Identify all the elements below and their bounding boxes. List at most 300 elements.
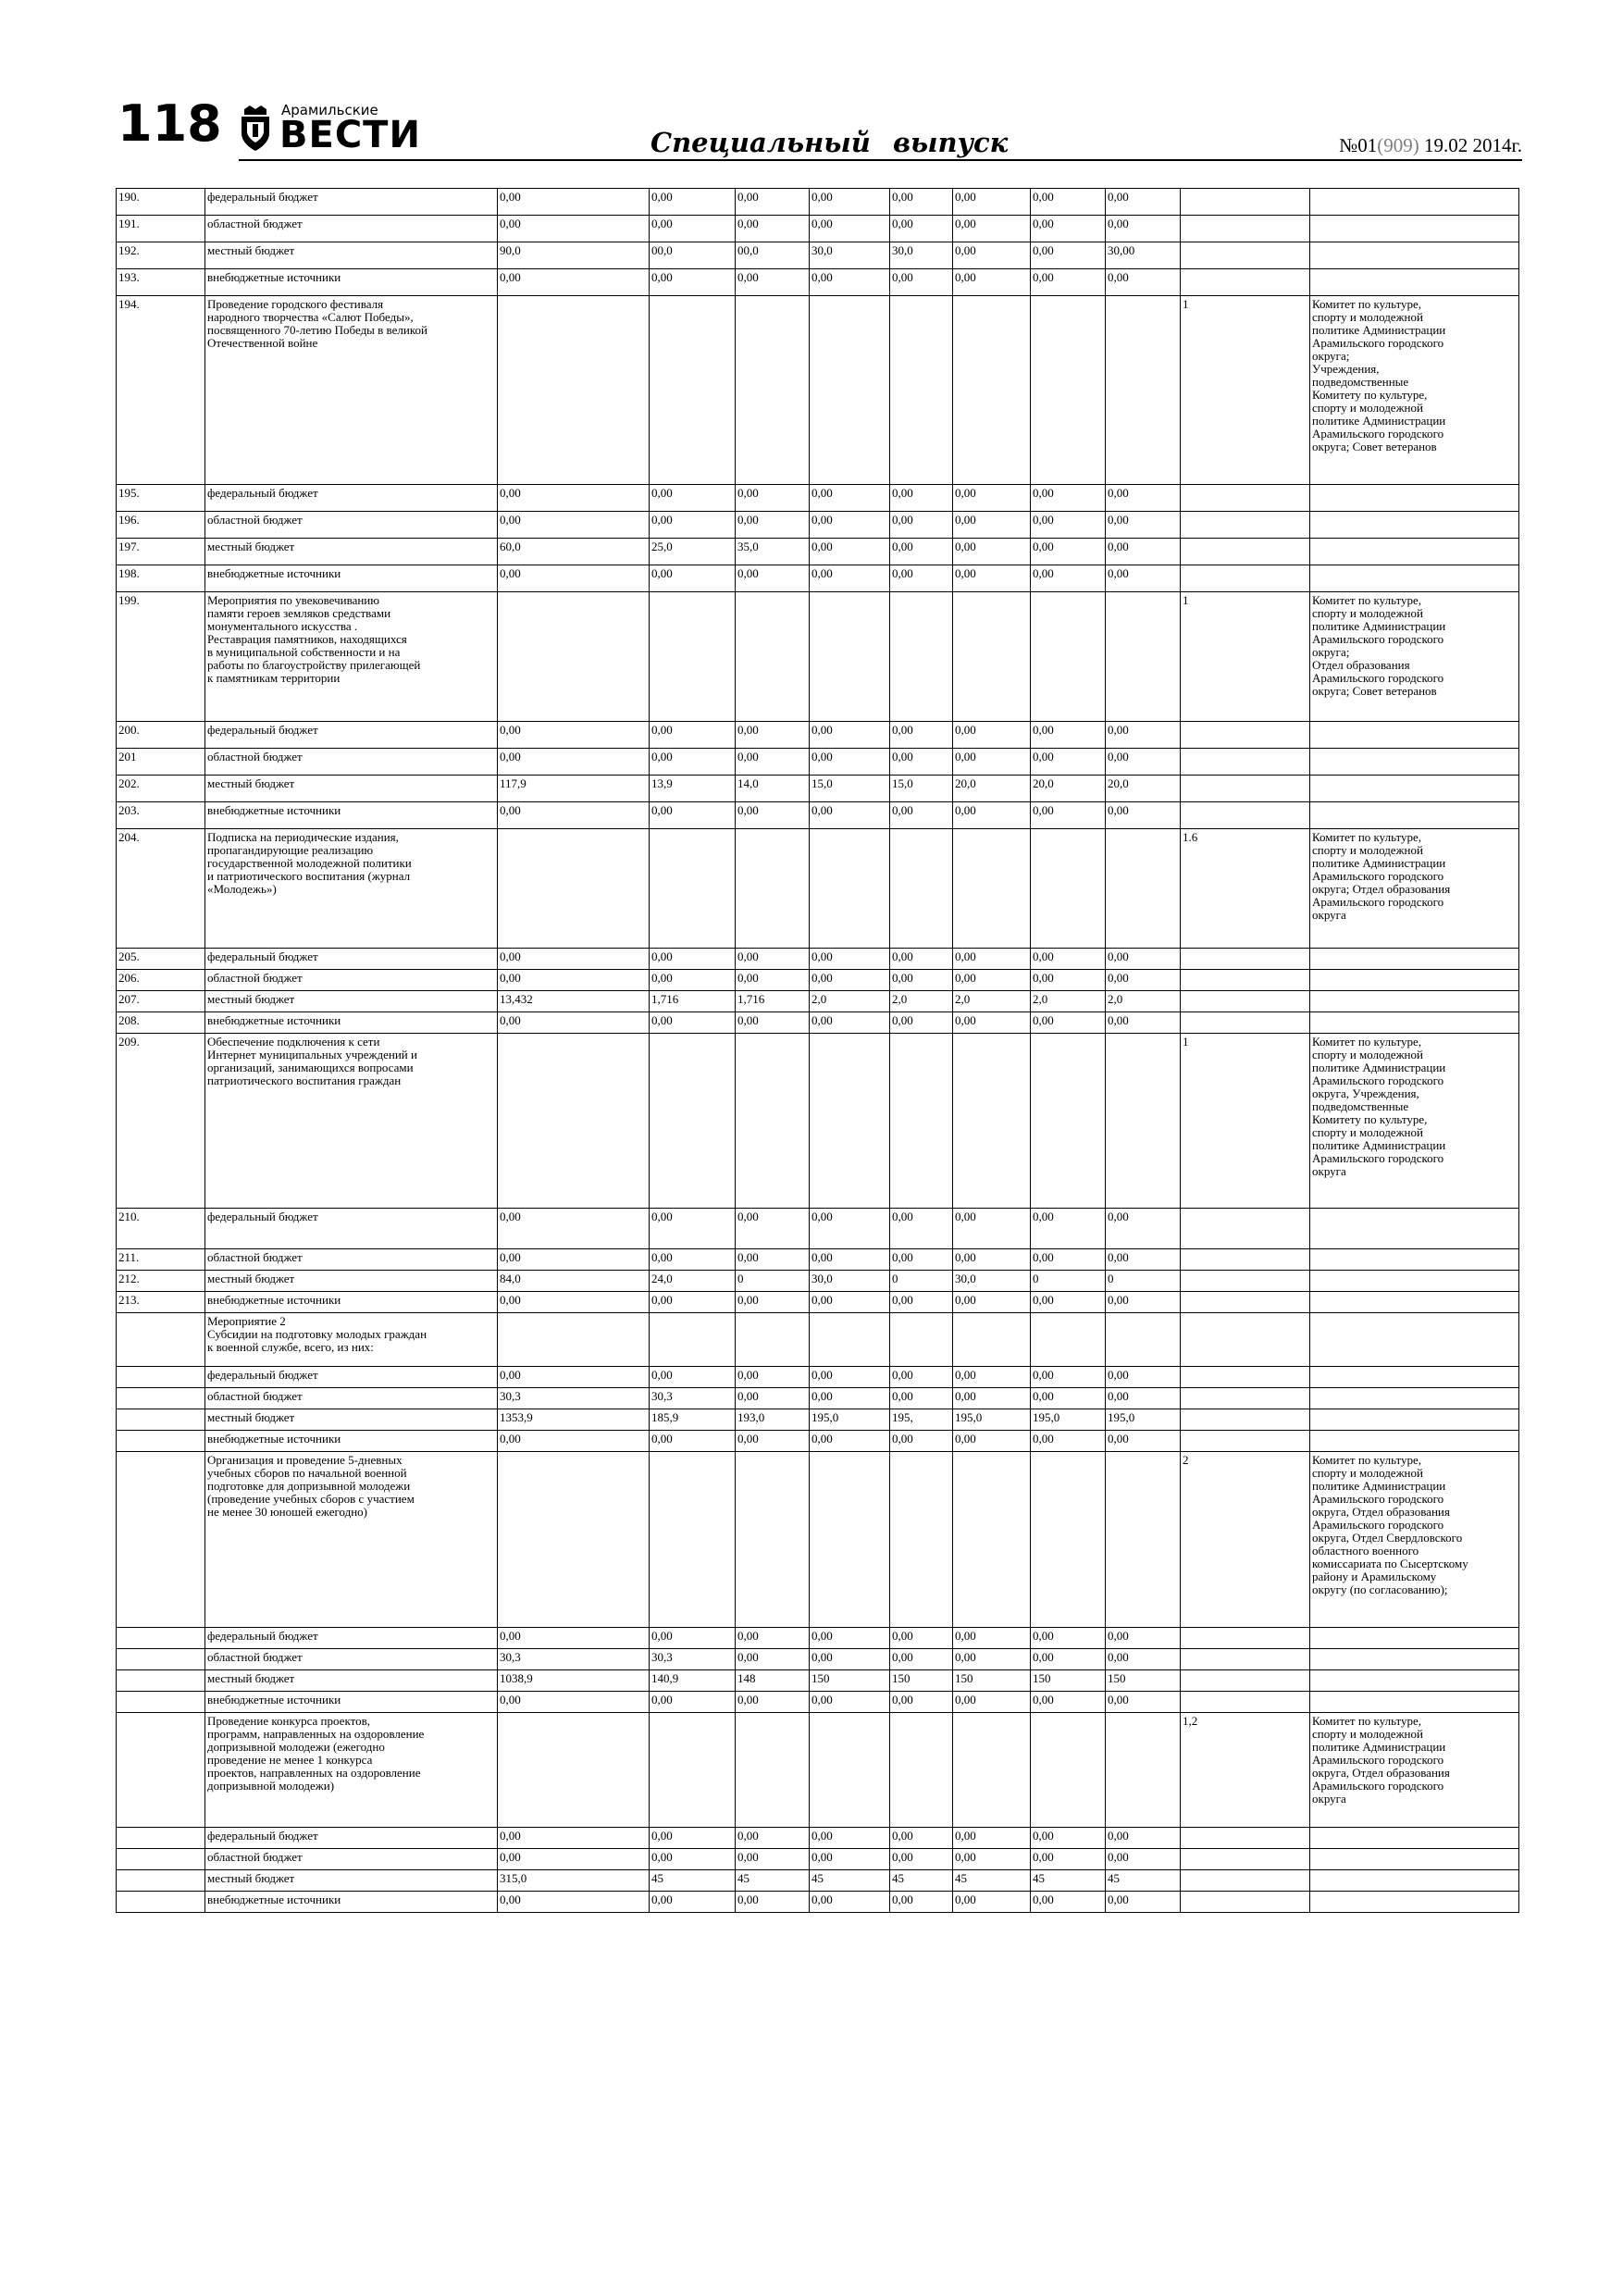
table-row xyxy=(117,1249,1519,1271)
year-2017-cell: 0,00 xyxy=(890,1649,953,1670)
year-2016-cell: 0,00 xyxy=(810,269,890,296)
year-2015-cell: 0,00 xyxy=(736,1628,810,1649)
year-2017-cell: 0,00 xyxy=(890,1012,953,1034)
year-2020-cell: 0,00 xyxy=(1106,1367,1181,1388)
year-2017-cell: 0,00 xyxy=(890,189,953,216)
year-2015-cell: 0,00 xyxy=(736,949,810,970)
year-2014-cell: 45 xyxy=(650,1870,736,1892)
target-link-cell xyxy=(1181,1849,1310,1870)
row-number-cell: 197. xyxy=(117,539,205,565)
year-2015-cell: 45 xyxy=(736,1870,810,1892)
year-2016-cell: 2,0 xyxy=(810,991,890,1012)
executor-cell xyxy=(1310,539,1519,565)
target-link-cell: 1.6 xyxy=(1181,829,1310,949)
table-row xyxy=(117,485,1519,512)
table-row xyxy=(117,1388,1519,1409)
row-number-cell: 204. xyxy=(117,829,205,949)
table-row xyxy=(117,970,1519,991)
target-link-cell xyxy=(1181,949,1310,970)
year-2020-cell: 0,00 xyxy=(1106,1388,1181,1409)
year-2017-cell: 0,00 xyxy=(890,749,953,776)
year-2019-cell: 0,00 xyxy=(1031,949,1106,970)
coat-of-arms-icon xyxy=(239,105,272,152)
executor-cell xyxy=(1310,1409,1519,1431)
year-2018-cell: 20,0 xyxy=(953,776,1031,802)
year-2018-cell xyxy=(953,592,1031,722)
year-2020-cell xyxy=(1106,829,1181,949)
description-cell: федеральный бюджет xyxy=(205,1628,498,1649)
year-2016-cell: 0,00 xyxy=(810,565,890,592)
row-number-cell: 211. xyxy=(117,1249,205,1271)
year-2016-cell: 0,00 xyxy=(810,189,890,216)
executor-cell: Комитет по культуре, спорту и молодежной политике Администрации Арамильского городского округа, Учреждения, подведомственные Комитету по культуре, спорту и молодежной политике Администрации Арамильского городского округа xyxy=(1310,1034,1519,1209)
year-2014-cell: 0,00 xyxy=(650,1692,736,1713)
description-cell: местный бюджет xyxy=(205,991,498,1012)
year-2020-cell: 0,00 xyxy=(1106,1628,1181,1649)
executor-cell: Комитет по культуре, спорту и молодежной политике Администрации Арамильского городского округа, Отдел образования Арамильского городского округа xyxy=(1310,1713,1519,1828)
year-2014-cell xyxy=(650,829,736,949)
year-2017-cell: 0,00 xyxy=(890,485,953,512)
description-cell: внебюджетные источники xyxy=(205,269,498,296)
executor-cell xyxy=(1310,512,1519,539)
year-2017-cell: 0,00 xyxy=(890,1628,953,1649)
year-2018-cell xyxy=(953,1034,1031,1209)
year-2017-cell: 150 xyxy=(890,1670,953,1692)
target-link-cell: 1 xyxy=(1181,1034,1310,1209)
total-cell xyxy=(498,1713,650,1828)
year-2016-cell: 0,00 xyxy=(810,1431,890,1452)
year-2019-cell: 195,0 xyxy=(1031,1409,1106,1431)
year-2018-cell: 30,0 xyxy=(953,1271,1031,1292)
target-link-cell xyxy=(1181,776,1310,802)
year-2020-cell xyxy=(1106,1034,1181,1209)
year-2015-cell: 0,00 xyxy=(736,1012,810,1034)
executor-cell xyxy=(1310,565,1519,592)
year-2017-cell: 0,00 xyxy=(890,949,953,970)
description-cell: областной бюджет xyxy=(205,1388,498,1409)
executor-cell xyxy=(1310,970,1519,991)
description-cell: областной бюджет xyxy=(205,1849,498,1870)
year-2016-cell: 0,00 xyxy=(810,1249,890,1271)
year-2020-cell: 0,00 xyxy=(1106,1249,1181,1271)
year-2017-cell: 0,00 xyxy=(890,1249,953,1271)
table-row xyxy=(117,189,1519,216)
target-link-cell xyxy=(1181,1012,1310,1034)
year-2014-cell: 0,00 xyxy=(650,565,736,592)
year-2016-cell: 0,00 xyxy=(810,1388,890,1409)
year-2015-cell: 0,00 xyxy=(736,970,810,991)
year-2020-cell: 0,00 xyxy=(1106,216,1181,242)
description-cell: Подписка на периодические издания, пропагандирующие реализацию государственной молодежной политики и патриотического воспитания (журнал «Молодежь») xyxy=(205,829,498,949)
header-rule xyxy=(239,159,1522,161)
total-cell: 0,00 xyxy=(498,485,650,512)
table-row xyxy=(117,1452,1519,1628)
year-2018-cell: 0,00 xyxy=(953,1012,1031,1034)
year-2015-cell: 0 xyxy=(736,1271,810,1292)
year-2020-cell: 0,00 xyxy=(1106,539,1181,565)
total-cell: 84,0 xyxy=(498,1271,650,1292)
executor-cell xyxy=(1310,1670,1519,1692)
row-number-cell xyxy=(117,1692,205,1713)
total-cell: 0,00 xyxy=(498,1209,650,1249)
year-2017-cell: 0,00 xyxy=(890,1849,953,1870)
description-cell: внебюджетные источники xyxy=(205,1012,498,1034)
year-2019-cell: 0,00 xyxy=(1031,1892,1106,1913)
year-2016-cell: 15,0 xyxy=(810,776,890,802)
row-number-cell: 207. xyxy=(117,991,205,1012)
description-cell: областной бюджет xyxy=(205,749,498,776)
year-2018-cell: 0,00 xyxy=(953,1692,1031,1713)
year-2019-cell: 0,00 xyxy=(1031,1649,1106,1670)
year-2014-cell xyxy=(650,1313,736,1367)
year-2019-cell: 0,00 xyxy=(1031,216,1106,242)
total-cell: 30,3 xyxy=(498,1649,650,1670)
year-2017-cell: 0,00 xyxy=(890,802,953,829)
target-link-cell: 1,2 xyxy=(1181,1713,1310,1828)
target-link-cell xyxy=(1181,1409,1310,1431)
year-2016-cell: 195,0 xyxy=(810,1409,890,1431)
year-2016-cell: 0,00 xyxy=(810,1849,890,1870)
year-2019-cell: 0,00 xyxy=(1031,1367,1106,1388)
year-2019-cell: 0,00 xyxy=(1031,722,1106,749)
year-2014-cell: 0,00 xyxy=(650,189,736,216)
year-2016-cell: 0,00 xyxy=(810,216,890,242)
table-row xyxy=(117,1034,1519,1209)
target-link-cell xyxy=(1181,1292,1310,1313)
total-cell xyxy=(498,296,650,485)
year-2016-cell: 0,00 xyxy=(810,1292,890,1313)
year-2019-cell xyxy=(1031,829,1106,949)
target-link-cell xyxy=(1181,1628,1310,1649)
logo-top-text: Арамильские xyxy=(281,102,378,118)
target-link-cell xyxy=(1181,1692,1310,1713)
executor-cell xyxy=(1310,1431,1519,1452)
year-2015-cell: 14,0 xyxy=(736,776,810,802)
year-2019-cell: 0,00 xyxy=(1031,1209,1106,1249)
year-2014-cell: 00,0 xyxy=(650,242,736,269)
target-link-cell xyxy=(1181,216,1310,242)
year-2018-cell: 0,00 xyxy=(953,565,1031,592)
year-2015-cell xyxy=(736,592,810,722)
total-cell: 0,00 xyxy=(498,1692,650,1713)
logo-main-text: ВЕСТИ xyxy=(279,114,421,156)
target-link-cell xyxy=(1181,1431,1310,1452)
year-2018-cell xyxy=(953,296,1031,485)
executor-cell xyxy=(1310,1828,1519,1849)
executor-cell xyxy=(1310,722,1519,749)
year-2017-cell: 0,00 xyxy=(890,1367,953,1388)
row-number-cell: 209. xyxy=(117,1034,205,1209)
table-row xyxy=(117,296,1519,485)
year-2019-cell: 0,00 xyxy=(1031,802,1106,829)
total-cell: 1353,9 xyxy=(498,1409,650,1431)
year-2015-cell: 0,00 xyxy=(736,802,810,829)
year-2020-cell: 0,00 xyxy=(1106,1649,1181,1670)
year-2018-cell: 0,00 xyxy=(953,485,1031,512)
year-2017-cell xyxy=(890,296,953,485)
row-number-cell: 193. xyxy=(117,269,205,296)
year-2019-cell: 0,00 xyxy=(1031,1431,1106,1452)
executor-cell xyxy=(1310,1012,1519,1034)
year-2016-cell xyxy=(810,592,890,722)
year-2015-cell xyxy=(736,829,810,949)
year-2016-cell: 0,00 xyxy=(810,749,890,776)
issue-info xyxy=(1339,133,1522,157)
executor-cell: Комитет по культуре, спорту и молодежной политике Администрации Арамильского городского округа, Отдел образования Арамильского городского округа, Отдел Свердловского областного военного комиссариата по Сысертскому району и Арамильскому округу (по согласованию); xyxy=(1310,1452,1519,1628)
year-2014-cell: 0,00 xyxy=(650,1431,736,1452)
description-cell: местный бюджет xyxy=(205,539,498,565)
table-row xyxy=(117,776,1519,802)
year-2020-cell: 0 xyxy=(1106,1271,1181,1292)
newspaper-logo xyxy=(239,100,424,155)
year-2020-cell xyxy=(1106,592,1181,722)
table-row xyxy=(117,1313,1519,1367)
year-2014-cell: 1,716 xyxy=(650,991,736,1012)
year-2014-cell xyxy=(650,592,736,722)
year-2015-cell xyxy=(736,1313,810,1367)
target-link-cell xyxy=(1181,1271,1310,1292)
row-number-cell: 201 xyxy=(117,749,205,776)
row-number-cell xyxy=(117,1713,205,1828)
year-2014-cell: 13,9 xyxy=(650,776,736,802)
row-number-cell xyxy=(117,1828,205,1849)
executor-cell xyxy=(1310,949,1519,970)
total-cell: 0,00 xyxy=(498,1431,650,1452)
description-cell: внебюджетные источники xyxy=(205,1892,498,1913)
year-2019-cell: 0,00 xyxy=(1031,242,1106,269)
year-2017-cell: 2,0 xyxy=(890,991,953,1012)
description-cell: Обеспечение подключения к сети Интернет муниципальных учреждений и организаций, занимающихся вопросами патриотического воспитания граждан xyxy=(205,1034,498,1209)
year-2016-cell: 45 xyxy=(810,1870,890,1892)
year-2018-cell: 0,00 xyxy=(953,1367,1031,1388)
year-2020-cell: 0,00 xyxy=(1106,1431,1181,1452)
table-row xyxy=(117,722,1519,749)
year-2014-cell: 0,00 xyxy=(650,802,736,829)
year-2020-cell: 0,00 xyxy=(1106,269,1181,296)
target-link-cell xyxy=(1181,1313,1310,1367)
table-row xyxy=(117,1849,1519,1870)
executor-cell xyxy=(1310,1249,1519,1271)
target-link-cell xyxy=(1181,189,1310,216)
year-2018-cell: 0,00 xyxy=(953,970,1031,991)
year-2014-cell: 0,00 xyxy=(650,512,736,539)
page-header xyxy=(116,93,1522,165)
year-2019-cell: 2,0 xyxy=(1031,991,1106,1012)
page-number: 118 xyxy=(118,94,222,153)
table-row xyxy=(117,565,1519,592)
table-row xyxy=(117,1209,1519,1249)
description-cell: областной бюджет xyxy=(205,1649,498,1670)
year-2020-cell: 0,00 xyxy=(1106,1828,1181,1849)
year-2017-cell: 0 xyxy=(890,1271,953,1292)
total-cell xyxy=(498,592,650,722)
year-2017-cell xyxy=(890,1034,953,1209)
target-link-cell xyxy=(1181,1892,1310,1913)
executor-cell xyxy=(1310,485,1519,512)
year-2020-cell: 30,00 xyxy=(1106,242,1181,269)
year-2017-cell: 0,00 xyxy=(890,1892,953,1913)
year-2020-cell: 0,00 xyxy=(1106,565,1181,592)
table-row xyxy=(117,269,1519,296)
issue-prefix: №01 xyxy=(1339,134,1378,156)
year-2016-cell: 0,00 xyxy=(810,1892,890,1913)
year-2014-cell: 25,0 xyxy=(650,539,736,565)
executor-cell xyxy=(1310,269,1519,296)
total-cell: 0,00 xyxy=(498,1367,650,1388)
year-2019-cell: 0 xyxy=(1031,1271,1106,1292)
year-2015-cell: 0,00 xyxy=(736,565,810,592)
year-2017-cell xyxy=(890,1313,953,1367)
table-row xyxy=(117,1870,1519,1892)
table-row xyxy=(117,512,1519,539)
total-cell: 30,3 xyxy=(498,1388,650,1409)
year-2015-cell xyxy=(736,1713,810,1828)
year-2018-cell xyxy=(953,1713,1031,1828)
target-link-cell xyxy=(1181,749,1310,776)
year-2015-cell: 0,00 xyxy=(736,1692,810,1713)
year-2014-cell: 0,00 xyxy=(650,1012,736,1034)
total-cell: 0,00 xyxy=(498,1012,650,1034)
target-link-cell xyxy=(1181,1870,1310,1892)
description-cell: федеральный бюджет xyxy=(205,1209,498,1249)
total-cell: 0,00 xyxy=(498,1849,650,1870)
total-cell: 117,9 xyxy=(498,776,650,802)
year-2018-cell: 0,00 xyxy=(953,1628,1031,1649)
description-cell: местный бюджет xyxy=(205,1271,498,1292)
row-number-cell: 205. xyxy=(117,949,205,970)
year-2020-cell: 150 xyxy=(1106,1670,1181,1692)
year-2015-cell: 0,00 xyxy=(736,722,810,749)
description-cell: областной бюджет xyxy=(205,512,498,539)
description-cell: внебюджетные источники xyxy=(205,1692,498,1713)
year-2017-cell: 0,00 xyxy=(890,1828,953,1849)
year-2020-cell: 0,00 xyxy=(1106,1012,1181,1034)
year-2019-cell: 0,00 xyxy=(1031,269,1106,296)
year-2017-cell: 0,00 xyxy=(890,216,953,242)
row-number-cell: 210. xyxy=(117,1209,205,1249)
year-2019-cell: 0,00 xyxy=(1031,1292,1106,1313)
year-2014-cell: 0,00 xyxy=(650,1249,736,1271)
row-number-cell xyxy=(117,1628,205,1649)
year-2018-cell: 0,00 xyxy=(953,539,1031,565)
year-2019-cell xyxy=(1031,1034,1106,1209)
year-2018-cell: 0,00 xyxy=(953,1892,1031,1913)
executor-cell xyxy=(1310,1271,1519,1292)
year-2018-cell: 0,00 xyxy=(953,1209,1031,1249)
year-2018-cell xyxy=(953,1452,1031,1628)
table-row xyxy=(117,802,1519,829)
executor-cell xyxy=(1310,216,1519,242)
year-2018-cell: 0,00 xyxy=(953,512,1031,539)
total-cell: 0,00 xyxy=(498,749,650,776)
row-number-cell: 191. xyxy=(117,216,205,242)
year-2019-cell xyxy=(1031,1452,1106,1628)
total-cell: 0,00 xyxy=(498,216,650,242)
description-cell: областной бюджет xyxy=(205,216,498,242)
year-2019-cell: 0,00 xyxy=(1031,1849,1106,1870)
row-number-cell: 194. xyxy=(117,296,205,485)
description-cell: федеральный бюджет xyxy=(205,189,498,216)
year-2015-cell: 0,00 xyxy=(736,485,810,512)
total-cell: 0,00 xyxy=(498,189,650,216)
executor-cell: Комитет по культуре, спорту и молодежной политике Администрации Арамильского городского округа; Учреждения, подведомственные Комитету по культуре, спорту и молодежной политике Администрации Арамильского городского округа; Совет ветеранов xyxy=(1310,296,1519,485)
row-number-cell: 203. xyxy=(117,802,205,829)
year-2020-cell: 0,00 xyxy=(1106,189,1181,216)
year-2017-cell: 195, xyxy=(890,1409,953,1431)
target-link-cell xyxy=(1181,1649,1310,1670)
year-2020-cell: 2,0 xyxy=(1106,991,1181,1012)
year-2019-cell: 150 xyxy=(1031,1670,1106,1692)
target-link-cell: 1 xyxy=(1181,592,1310,722)
row-number-cell: 199. xyxy=(117,592,205,722)
total-cell: 0,00 xyxy=(498,802,650,829)
total-cell xyxy=(498,1313,650,1367)
row-number-cell: 200. xyxy=(117,722,205,749)
year-2018-cell: 0,00 xyxy=(953,802,1031,829)
year-2017-cell: 0,00 xyxy=(890,565,953,592)
table-row xyxy=(117,829,1519,949)
year-2019-cell: 0,00 xyxy=(1031,1628,1106,1649)
year-2015-cell: 1,716 xyxy=(736,991,810,1012)
total-cell: 13,432 xyxy=(498,991,650,1012)
year-2016-cell: 0,00 xyxy=(810,722,890,749)
year-2019-cell xyxy=(1031,1313,1106,1367)
year-2016-cell: 0,00 xyxy=(810,1012,890,1034)
description-cell: Организация и проведение 5-дневных учебных сборов по начальной военной подготовке для допризывной молодежи (проведение учебных сборов с участием не менее 30 юношей ежегодно) xyxy=(205,1452,498,1628)
row-number-cell xyxy=(117,1388,205,1409)
target-link-cell xyxy=(1181,1670,1310,1692)
target-link-cell xyxy=(1181,991,1310,1012)
row-number-cell: 196. xyxy=(117,512,205,539)
year-2018-cell: 0,00 xyxy=(953,949,1031,970)
executor-cell: Комитет по культуре, спорту и молодежной политике Администрации Арамильского городского округа; Отдел образования Арамильского городского округа; Совет ветеранов xyxy=(1310,592,1519,722)
description-cell: местный бюджет xyxy=(205,242,498,269)
description-cell: федеральный бюджет xyxy=(205,485,498,512)
year-2018-cell: 0,00 xyxy=(953,216,1031,242)
year-2020-cell: 0,00 xyxy=(1106,722,1181,749)
year-2016-cell: 0,00 xyxy=(810,949,890,970)
row-number-cell xyxy=(117,1452,205,1628)
year-2015-cell: 0,00 xyxy=(736,1892,810,1913)
row-number-cell xyxy=(117,1431,205,1452)
description-cell: федеральный бюджет xyxy=(205,949,498,970)
total-cell: 0,00 xyxy=(498,1892,650,1913)
year-2014-cell: 0,00 xyxy=(650,970,736,991)
year-2019-cell: 0,00 xyxy=(1031,1388,1106,1409)
year-2016-cell: 150 xyxy=(810,1670,890,1692)
year-2015-cell: 0,00 xyxy=(736,1388,810,1409)
year-2018-cell: 150 xyxy=(953,1670,1031,1692)
year-2016-cell: 0,00 xyxy=(810,1367,890,1388)
description-cell: Проведение городского фестиваля народного творчества «Салют Победы», посвященного 70-летию Победы в великой Отечественной войне xyxy=(205,296,498,485)
year-2014-cell xyxy=(650,1452,736,1628)
row-number-cell xyxy=(117,1409,205,1431)
year-2018-cell: 0,00 xyxy=(953,1431,1031,1452)
year-2014-cell xyxy=(650,296,736,485)
year-2020-cell: 0,00 xyxy=(1106,949,1181,970)
executor-cell xyxy=(1310,1870,1519,1892)
year-2019-cell: 0,00 xyxy=(1031,970,1106,991)
target-link-cell xyxy=(1181,722,1310,749)
year-2015-cell: 0,00 xyxy=(736,1292,810,1313)
year-2020-cell: 0,00 xyxy=(1106,512,1181,539)
year-2020-cell: 0,00 xyxy=(1106,485,1181,512)
table-row xyxy=(117,592,1519,722)
year-2014-cell: 0,00 xyxy=(650,1892,736,1913)
row-number-cell xyxy=(117,1367,205,1388)
year-2017-cell: 0,00 xyxy=(890,1388,953,1409)
executor-cell xyxy=(1310,991,1519,1012)
